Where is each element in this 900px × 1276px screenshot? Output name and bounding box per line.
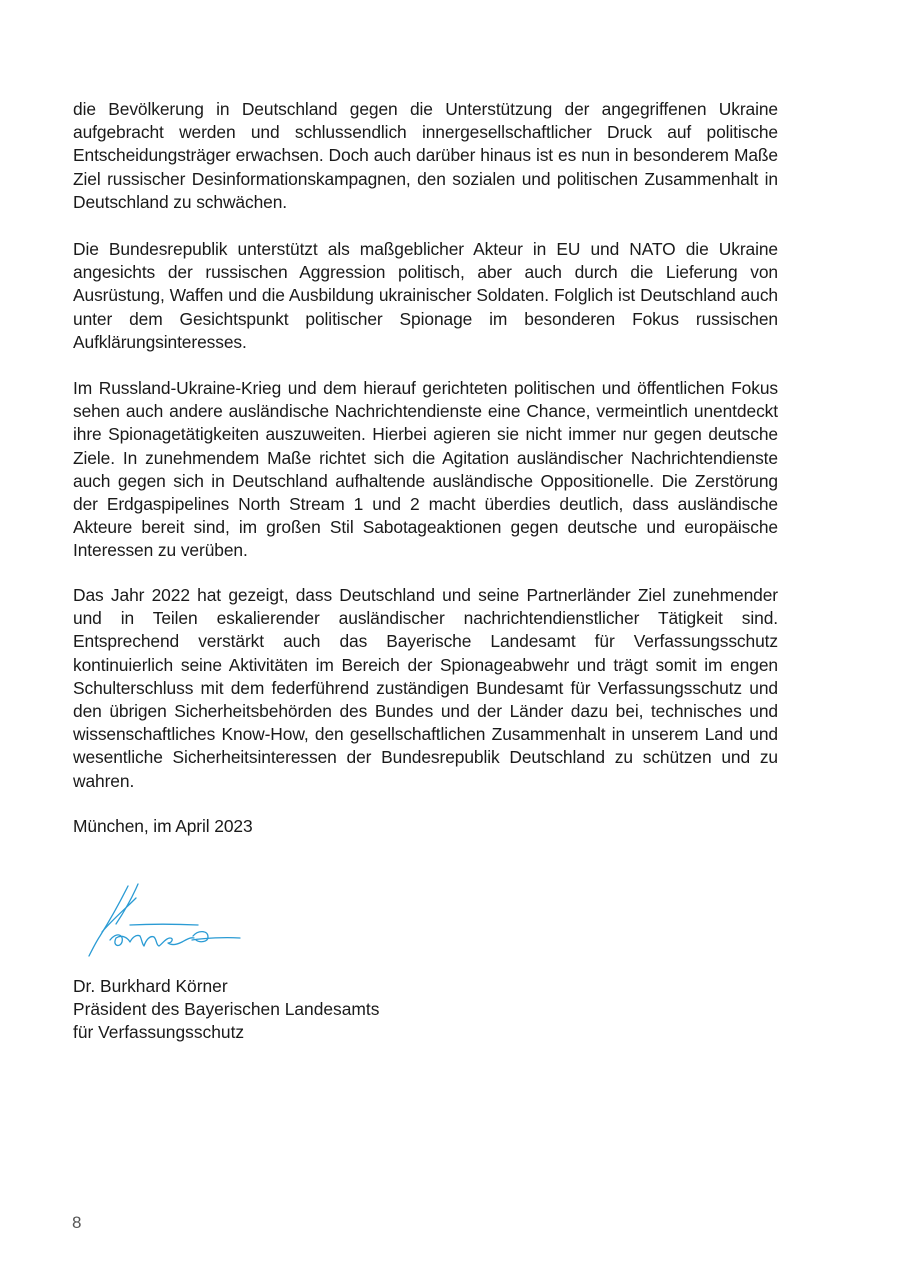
body-paragraph-3: Im Russland-Ukraine-Krieg und dem hierauf gerichteten politischen und öffentlichen Fokus sehen auch andere ausländische Nachrichtendienste eine Chance, vermeintlich unentdeckt ihre Spionagetätigkeiten auszuweiten. Hierbei agieren sie nicht immer nur gegen deutsche Ziele. In zunehmendem Maße richtet sich die Agitation ausländischer Nachrichtendienste auch gegen sich in Deutschland aufhaltende ausländische Oppositionelle. Die Zerstörung der Erdgaspipelines North Stream 1 und 2 macht überdies deutlich, dass ausländische Akteure bereit sind, im großen Stil Sabotageaktionen gegen deutsche und europäische Interessen zu verüben.: [73, 378, 778, 561]
signer-name: Dr. Burkhard Körner: [73, 976, 228, 996]
closing-place-date: München, im April 2023: [73, 816, 253, 836]
handwritten-signature: [80, 880, 250, 960]
page-number: 8: [72, 1213, 82, 1232]
body-paragraph-4: Das Jahr 2022 hat gezeigt, dass Deutschland und seine Partnerländer Ziel zunehmender und in Teilen eskalierender ausländischer nachrichtendienstlicher Tätigkeit sind. Entsprechend verstärkt auch das Bayerische Landesamt für Verfassungsschutz kontinuierlich seine Aktivitäten im Bereich der Spionageabwehr und trägt somit im engen Schulterschluss mit dem federführend zuständigen Bundesamt für Verfassungsschutz und den übrigen Sicherheitsbehörden des Bundes und der Länder dazu bei, technisches und wissenschaftliches Know-How, den gesellschaftlichen Zusammenhalt in unserem Land und wesentliche Sicherheitsinteressen der Bundesrepublik Deutschland zu schützen und zu wahren.: [73, 585, 778, 791]
signer-block: [73, 975, 379, 1045]
signer-title-line-1: Präsident des Bayerischen Landesamts: [73, 999, 380, 1020]
body-paragraph-2: Die Bundesrepublik unterstützt als maßgeblicher Akteur in EU und NATO die Ukraine angesichts der russischen Aggression politisch, aber auch durch die Lieferung von Ausrüstung, Waffen und die Ausbildung ukrainischer Soldaten. Folglich ist Deutschland auch unter dem Gesichtspunkt politischer Spionage im besonderen Fokus russischen Aufklärungsinteresses.: [73, 239, 778, 352]
signer-title-line-2: für Verfassungsschutz: [73, 1022, 245, 1043]
body-paragraph-1: die Bevölkerung in Deutschland gegen die Unterstützung der angegriffenen Ukraine aufgebracht werden und schlussendlich innergesellschaftlicher Druck auf politische Entscheidungsträger erwachsen. Doch auch darüber hinaus ist es nun in besonderem Maße Ziel russischer Desinformationskampagnen, den sozialen und politischen Zusammenhalt in Deutschland zu schwächen.: [73, 99, 778, 212]
